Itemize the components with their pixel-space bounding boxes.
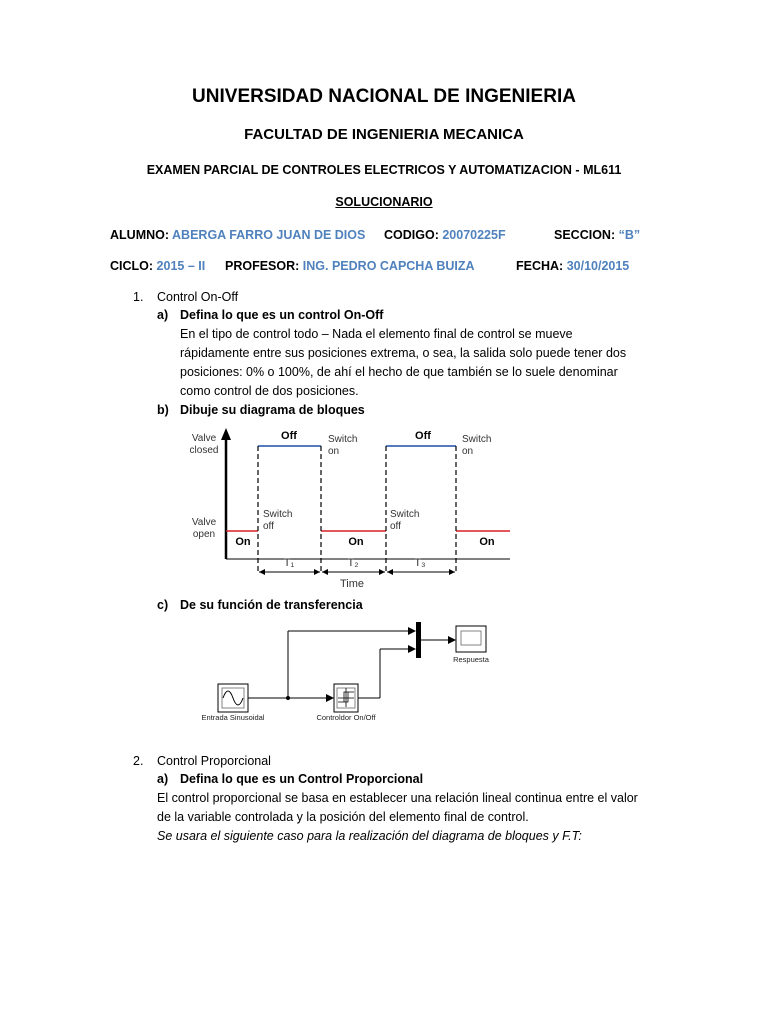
switch-off-label-1a: Switch — [263, 509, 293, 520]
section1-c-letter: c) — [157, 598, 169, 612]
switch-off-label-2a: Switch — [390, 509, 420, 520]
profesor-field — [225, 259, 475, 273]
switch-on-label-2a: Switch — [462, 434, 492, 445]
section2-line-2: de la variable controlada y la posición del elemento final de control. — [157, 810, 529, 824]
switch-off-label-1b: off — [263, 521, 274, 532]
mux-block — [416, 622, 421, 658]
section1-a-title: Defina lo que es un control On-Off — [180, 308, 384, 322]
controlador-label: Controldor On/Off — [316, 713, 376, 722]
switch-on-label-2b: on — [462, 446, 474, 457]
codigo-value: 20070225F — [442, 228, 506, 242]
entrada-label: Entrada Sinusoidal — [201, 713, 265, 722]
faculty-title: FACULTAD DE INGENIERIA MECANICA — [244, 126, 524, 143]
switch-on-label-1a: Switch — [328, 434, 358, 445]
on-label-2: On — [348, 536, 364, 548]
section1-c-title: De su función de transferencia — [180, 598, 363, 612]
section1-a-line-2: rápidamente entre sus posiciones extrema, o sea, la salida solo puede tener dos — [180, 346, 627, 360]
university-title: UNIVERSIDAD NACIONAL DE INGENIERIA — [192, 86, 576, 107]
codigo-field — [384, 228, 506, 242]
section1-a-line-3: posiciones: 0% o 100%, de ahí el hecho de que también se lo suele denominar — [180, 365, 618, 379]
section1-a-line-4: como control de dos posiciones. — [180, 384, 359, 398]
time-axis-label: Time — [339, 578, 365, 590]
relay-input-arrow-icon — [326, 694, 334, 702]
alumno-value: ABERGA FARRO JUAN DE DIOS — [172, 228, 366, 242]
simulink-diagram — [190, 614, 520, 726]
switch-off-label-2b: off — [390, 521, 401, 532]
section1-a-letter: a) — [157, 308, 169, 322]
scope-input-arrow-icon — [448, 636, 456, 644]
t3-label: T₃ — [414, 557, 426, 569]
valve-open-label-1: Valve — [191, 517, 217, 528]
alumno-label: ALUMNO: — [110, 228, 170, 242]
onoff-timing-diagram — [180, 424, 520, 594]
off-label-1: Off — [281, 430, 297, 442]
seccion-value: “B” — [618, 228, 641, 242]
section2-title: Control Proporcional — [157, 754, 271, 768]
section2-italic-line: Se usara el siguiente caso para la realización del diagrama de bloques y F.T: — [157, 829, 582, 843]
ciclo-field — [110, 259, 205, 273]
valve-closed-label-1: Valve — [191, 433, 217, 444]
mux-input-arrow-2-icon — [408, 645, 416, 653]
on-label-3: On — [479, 536, 495, 548]
fecha-label: FECHA: — [516, 259, 564, 273]
valve-closed-label-2: closed — [189, 445, 219, 456]
section1-number: 1. — [133, 290, 144, 304]
codigo-label: CODIGO: — [384, 228, 439, 242]
off-label-2: Off — [415, 430, 431, 442]
seccion-label: SECCION: — [554, 228, 616, 242]
fecha-value: 30/10/2015 — [566, 259, 630, 273]
profesor-label: PROFESOR: — [225, 259, 300, 273]
section2-a-title: Defina lo que es un Control Proporcional — [180, 772, 424, 786]
section1-title: Control On-Off — [157, 290, 239, 304]
y-axis-arrow-icon — [221, 428, 231, 440]
t2-label: T₂ — [347, 557, 359, 569]
valve-open-label-2: open — [192, 529, 216, 540]
section2-number: 2. — [133, 754, 144, 768]
mux-input-arrow-1-icon — [408, 627, 416, 635]
section1-a-line-1: En el tipo de control todo – Nada el elemento final de control se mueve — [180, 327, 573, 341]
alumno-field — [110, 228, 365, 242]
ciclo-value: 2015 – II — [156, 259, 206, 273]
t1-label: T₁ — [283, 557, 295, 569]
ciclo-label: CICLO: — [110, 259, 154, 273]
document-subtitle: SOLUCIONARIO — [335, 195, 433, 209]
respuesta-label: Respuesta — [453, 655, 489, 664]
section1-b-letter: b) — [157, 403, 169, 417]
switch-on-label-1b: on — [328, 446, 340, 457]
section2-line-1: El control proporcional se basa en establecer una relación lineal continua entre el valor — [157, 791, 638, 805]
seccion-field — [554, 228, 640, 242]
scope-screen-icon — [461, 631, 481, 645]
fecha-field — [516, 259, 629, 273]
on-label-1: On — [235, 536, 251, 548]
profesor-value: ING. PEDRO CAPCHA BUIZA — [302, 259, 475, 273]
exam-title: EXAMEN PARCIAL DE CONTROLES ELECTRICOS Y AUTOMATIZACION - ML611 — [146, 163, 622, 177]
section2-a-letter: a) — [157, 772, 169, 786]
section1-b-title: Dibuje su diagrama de bloques — [180, 403, 365, 417]
